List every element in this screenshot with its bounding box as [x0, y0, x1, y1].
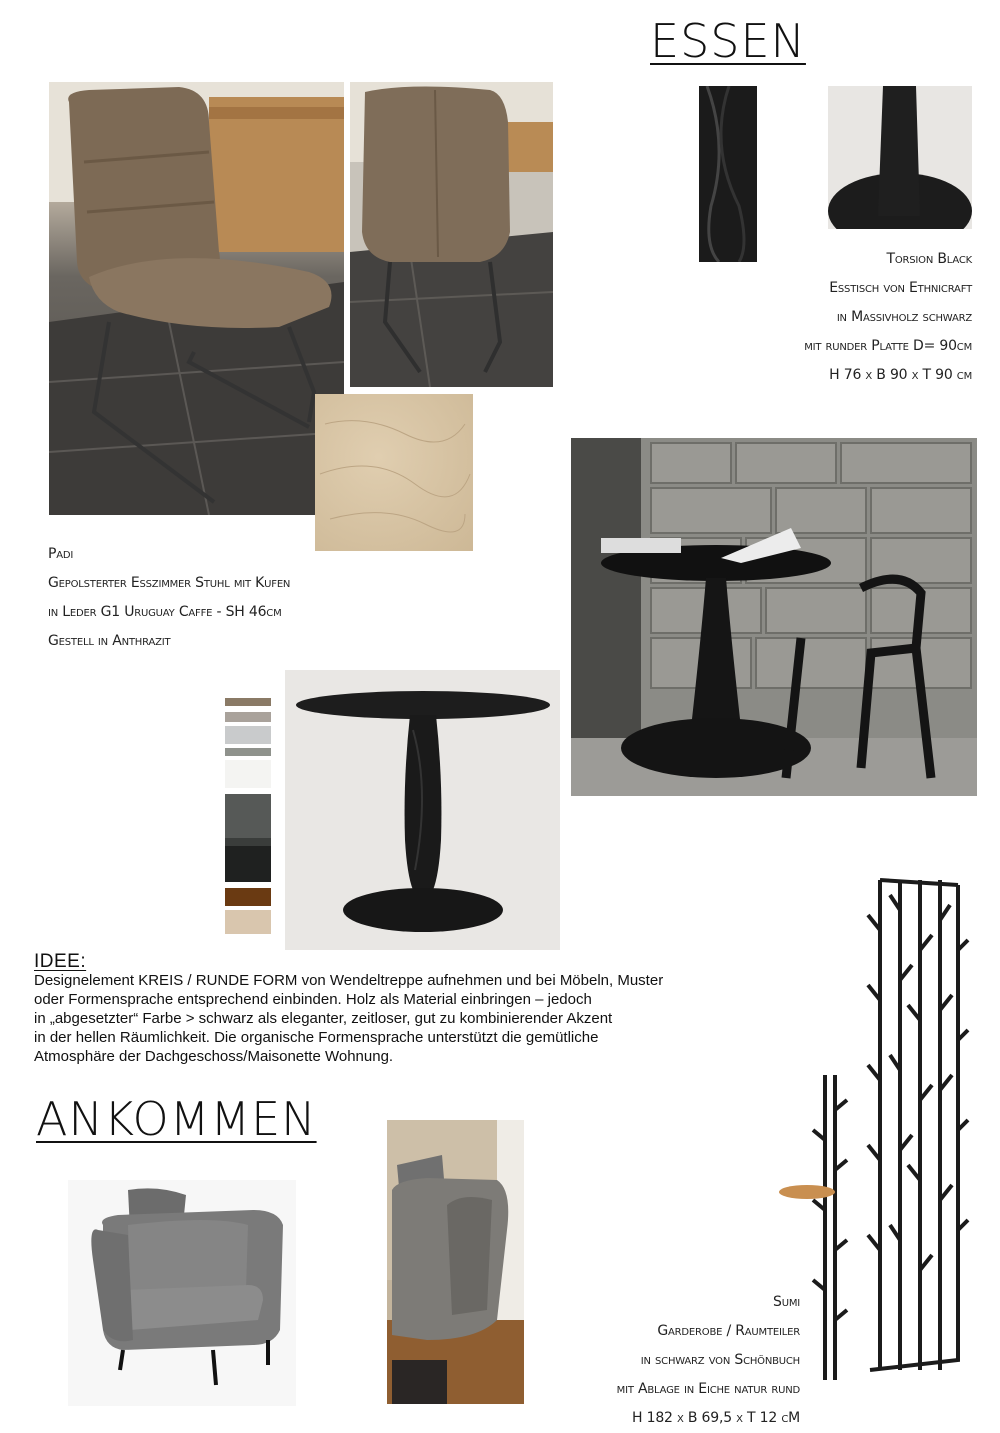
section-title-ankommen: ANKOMMEN: [36, 1092, 317, 1146]
table-caption-line: mit runder Platte D= 90cm: [804, 338, 972, 354]
palette-swatch: [225, 748, 271, 756]
chair-caption-line: Gestell in Anthrazit: [48, 633, 171, 649]
idea-line: Designelement KREIS / RUNDE FORM von Wendeltreppe aufnehmen und bei Möbeln, Muster: [34, 972, 664, 989]
coat-rack-illustration: [860, 870, 975, 1390]
table-leg-detail: [699, 86, 757, 262]
chair-photo-front: [49, 82, 344, 515]
section-title-essen: ESSEN: [650, 14, 806, 68]
dining-scene-illustration: [571, 438, 977, 796]
table-caption: [640, 245, 972, 390]
chair-caption-line: Gepolsterter Esszimmer Stuhl mit Kufen: [48, 575, 291, 591]
palette-swatch: [225, 846, 271, 882]
coat-rack-caption-line: Garderobe / Raumteiler: [657, 1323, 800, 1339]
armchair-illustration: [68, 1180, 296, 1406]
chair-back-illustration: [350, 82, 553, 387]
leather-swatch: [315, 394, 473, 551]
table-base-detail: [828, 86, 972, 229]
palette-swatch: [225, 698, 271, 706]
table-caption-line: Esstisch von Ethnicraft: [829, 280, 972, 296]
palette-swatch: [225, 888, 271, 906]
coat-rack-caption-line: mit Ablage in Eiche natur rund: [616, 1381, 800, 1397]
coat-rack-caption-line: H 182 x B 69,5 x T 12 cM: [632, 1410, 800, 1426]
table-base-illustration: [828, 86, 972, 229]
palette-swatch: [225, 760, 271, 788]
leather-texture: [315, 394, 473, 551]
palette-swatch: [225, 838, 271, 846]
coat-rack-caption: [500, 1288, 800, 1433]
armchair-product-photo: [68, 1180, 296, 1406]
dining-scene-photo: [571, 438, 977, 796]
idea-line: oder Formensprache entsprechend einbinden. Holz als Material einbringen – jedoch: [34, 991, 592, 1008]
round-table-illustration: [285, 670, 560, 950]
table-product-photo: [285, 670, 560, 950]
palette-swatch: [225, 910, 271, 934]
idea-heading: IDEE:: [34, 951, 87, 972]
palette-swatch: [225, 726, 271, 744]
table-caption-line: in Massivholz schwarz: [836, 309, 972, 325]
idea-block: [34, 952, 834, 1066]
chair-caption-line: Padi: [48, 546, 74, 562]
idea-line: in der hellen Räumlichkeit. Die organische Formensprache unterstützt die gemütliche: [34, 1029, 599, 1046]
table-caption-line: H 76 x B 90 x T 90 cm: [829, 367, 972, 383]
palette-swatch: [225, 794, 271, 838]
chair-caption: [48, 540, 290, 656]
chair-photo-back: [350, 82, 553, 387]
chair-illustration: [49, 82, 344, 515]
coat-rack-caption-line: Sumi: [773, 1294, 800, 1310]
idea-line: in „abgesetzter“ Farbe > schwarz als eleganter, zeitloser, gut zu kombinierender Akzent: [34, 1010, 613, 1027]
twisted-leg-illustration: [699, 86, 757, 262]
palette-swatch: [225, 712, 271, 722]
chair-caption-line: in Leder G1 Uruguay Caffe - SH 46cm: [48, 604, 282, 620]
idea-line: Atmosphäre der Dachgeschoss/Maisonette Wohnung.: [34, 1048, 394, 1065]
coat-rack-photo: [860, 870, 975, 1390]
color-palette: [225, 698, 271, 948]
table-caption-line: Torsion Black: [886, 251, 972, 267]
coat-rack-caption-line: in schwarz von Schönbuch: [640, 1352, 800, 1368]
